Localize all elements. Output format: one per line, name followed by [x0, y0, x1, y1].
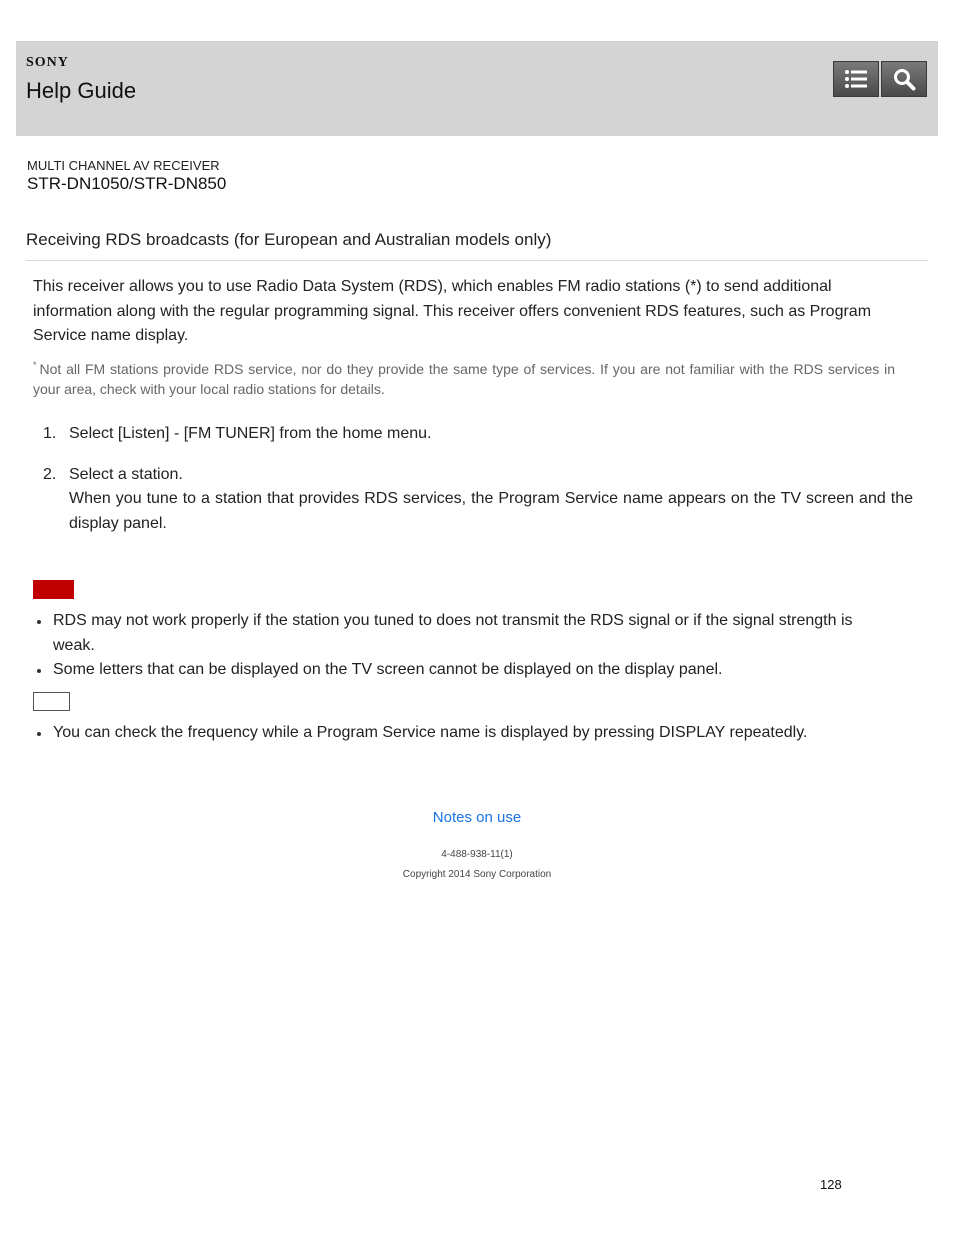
step-detail: When you tune to a station that provides RDS services, the Program Service name appears on the TV screen and the display panel.	[69, 490, 913, 532]
header-bar	[16, 41, 938, 136]
page-number: 128	[820, 1177, 842, 1192]
table-of-contents-button[interactable]	[833, 61, 879, 97]
model-name: STR-DN1050/STR-DN850	[27, 174, 227, 193]
search-button[interactable]	[881, 61, 927, 97]
related-topic-link[interactable]: Notes on use	[432, 809, 522, 826]
copyright: Copyright 2014 Sony Corporation	[402, 869, 552, 880]
search-icon	[892, 67, 916, 91]
page-title: Receiving RDS broadcasts (for European and Australian models only)	[26, 230, 552, 249]
intro-paragraph: This receiver allows you to use Radio Data System (RDS), which enables FM radio stations (*) to send additional information along with the regular programming signal. This receiver offers convenient RDS features, such as Program Service name display.	[33, 278, 872, 344]
footnote	[33, 355, 895, 399]
document-number: 4-488-938-11(1)	[441, 849, 513, 860]
list-icon	[844, 69, 868, 89]
hint-list	[33, 721, 895, 746]
note-badge	[33, 580, 74, 599]
step-item	[43, 463, 913, 537]
title-divider	[26, 260, 928, 261]
hint-badge	[33, 692, 70, 711]
step-number: 2.	[43, 465, 57, 483]
note-list	[33, 609, 895, 683]
step-item	[43, 422, 913, 447]
step-number: 1.	[43, 425, 57, 442]
step-text: Select a station.	[69, 465, 183, 483]
help-guide-title: Help Guide	[26, 78, 137, 103]
footnote-mark: *	[33, 360, 37, 370]
product-category: MULTI CHANNEL AV RECEIVER	[27, 158, 220, 173]
list-item: Some letters that can be displayed on the TV screen cannot be displayed on the display panel.	[33, 658, 895, 683]
step-list	[43, 422, 913, 536]
list-item: RDS may not work properly if the station you tuned to does not transmit the RDS signal or if the signal strength is weak.	[33, 609, 895, 658]
footnote-text: Not all FM stations provide RDS service, nor do they provide the same type of services. If you are not familiar with the RDS services in your area, check with your local radio stations for details.	[33, 361, 895, 397]
step-text: Select [Listen] - [FM TUNER] from the home menu.	[69, 425, 432, 442]
brand-logo: SONY	[26, 55, 69, 70]
list-item: You can check the frequency while a Program Service name is displayed by pressing DISPLAY repeatedly.	[33, 721, 895, 746]
